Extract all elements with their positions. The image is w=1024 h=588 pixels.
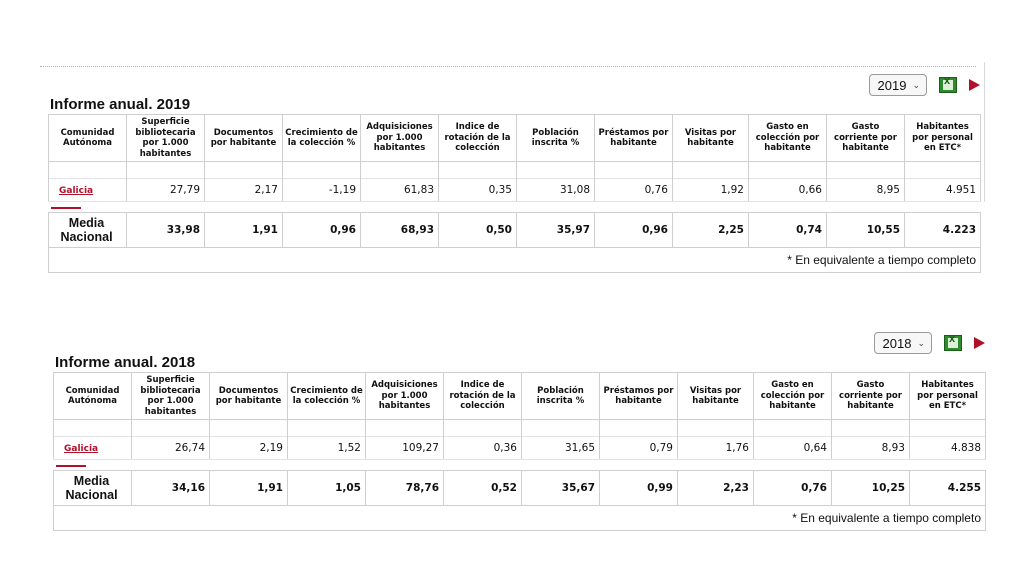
value-cell: 4.838: [910, 437, 986, 460]
column-header: Superficie bibliotecaria por 1.000 habitantes: [132, 373, 210, 420]
chevron-down-icon: ⌄: [912, 79, 920, 90]
value-cell: 27,79: [127, 179, 205, 202]
national-average-label: Media Nacional: [49, 213, 127, 248]
column-header: Gasto corriente por habitante: [832, 373, 910, 420]
value-cell: -1,19: [283, 179, 361, 202]
region-cell: [49, 179, 127, 202]
spacer-row: [54, 460, 986, 471]
average-value-cell: 4.255: [910, 471, 986, 506]
report-title: Informe anual. 2019: [50, 96, 191, 113]
footnote-row: [54, 506, 986, 531]
column-header: Adquisiciones por 1.000 habitantes: [366, 373, 444, 420]
column-header: Indice de rotación de la colección: [439, 115, 517, 162]
column-header: Visitas por habitante: [673, 115, 749, 162]
value-cell: 0,76: [595, 179, 673, 202]
average-value-cell: 34,16: [132, 471, 210, 506]
report-table: [48, 114, 981, 273]
average-value-cell: 0,96: [595, 213, 673, 248]
value-cell: 31,65: [522, 437, 600, 460]
column-header: Gasto en colección por habitante: [749, 115, 827, 162]
value-cell: 2,17: [205, 179, 283, 202]
report-controls: [874, 332, 985, 354]
column-header: Comunidad Autónoma: [54, 373, 132, 420]
dotted-separator: [40, 66, 976, 67]
column-header: Préstamos por habitante: [595, 115, 673, 162]
play-arrow-icon[interactable]: [974, 337, 985, 349]
excel-icon[interactable]: [939, 77, 957, 93]
footnote: * En equivalente a tiempo completo: [54, 506, 986, 531]
average-value-cell: 68,93: [361, 213, 439, 248]
column-header: Visitas por habitante: [678, 373, 754, 420]
value-cell: 26,74: [132, 437, 210, 460]
region-cell: [54, 437, 132, 460]
report-table: [53, 372, 986, 531]
national-average-label: Media Nacional: [54, 471, 132, 506]
column-header: Gasto corriente por habitante: [827, 115, 905, 162]
column-header: Indice de rotación de la colección: [444, 373, 522, 420]
average-value-cell: 33,98: [127, 213, 205, 248]
play-arrow-icon[interactable]: [969, 79, 980, 91]
year-select[interactable]: [874, 332, 932, 354]
average-value-cell: 10,55: [827, 213, 905, 248]
value-cell: 109,27: [366, 437, 444, 460]
average-value-cell: 35,67: [522, 471, 600, 506]
value-cell: 31,08: [517, 179, 595, 202]
report-controls: [869, 74, 980, 96]
footnote-row: [49, 248, 981, 273]
average-value-cell: 0,52: [444, 471, 522, 506]
average-value-cell: 0,96: [283, 213, 361, 248]
year-select-value: 2019: [877, 77, 907, 93]
chevron-down-icon: ⌄: [917, 337, 925, 348]
average-value-cell: 0,76: [754, 471, 832, 506]
column-header: Documentos por habitante: [210, 373, 288, 420]
value-cell: 61,83: [361, 179, 439, 202]
column-header: Población inscrita %: [517, 115, 595, 162]
value-cell: 0,64: [754, 437, 832, 460]
value-cell: 4.951: [905, 179, 981, 202]
value-cell: 0,35: [439, 179, 517, 202]
value-cell: 1,52: [288, 437, 366, 460]
table-row: [54, 437, 986, 460]
table-header-row: [49, 115, 981, 162]
vertical-divider: [984, 62, 985, 202]
column-header: Documentos por habitante: [205, 115, 283, 162]
column-header: Crecimiento de la colección %: [288, 373, 366, 420]
national-average-row: [54, 471, 986, 506]
report-title: Informe anual. 2018: [55, 354, 196, 371]
column-header: Préstamos por habitante: [600, 373, 678, 420]
value-cell: 1,76: [678, 437, 754, 460]
average-value-cell: 2,25: [673, 213, 749, 248]
column-header: Habitantes por personal en ETC*: [905, 115, 981, 162]
average-value-cell: 10,25: [832, 471, 910, 506]
value-cell: 1,92: [673, 179, 749, 202]
national-average-row: [49, 213, 981, 248]
value-cell: 8,95: [827, 179, 905, 202]
spacer-row: [49, 202, 981, 213]
average-value-cell: 2,23: [678, 471, 754, 506]
column-header: Superficie bibliotecaria por 1.000 habitantes: [127, 115, 205, 162]
spacer-row: [54, 420, 986, 437]
table-row: [49, 179, 981, 202]
year-select-value: 2018: [882, 335, 912, 351]
average-value-cell: 0,74: [749, 213, 827, 248]
column-header: Crecimiento de la colección %: [283, 115, 361, 162]
average-value-cell: 1,91: [210, 471, 288, 506]
excel-icon[interactable]: [944, 335, 962, 351]
average-value-cell: 35,97: [517, 213, 595, 248]
average-value-cell: 1,05: [288, 471, 366, 506]
column-header: Población inscrita %: [522, 373, 600, 420]
average-value-cell: 78,76: [366, 471, 444, 506]
average-value-cell: 0,50: [439, 213, 517, 248]
value-cell: 8,93: [832, 437, 910, 460]
value-cell: 0,79: [600, 437, 678, 460]
spacer-row: [49, 162, 981, 179]
table-header-row: [54, 373, 986, 420]
column-header: Gasto en colección por habitante: [754, 373, 832, 420]
column-header: Adquisiciones por 1.000 habitantes: [361, 115, 439, 162]
year-select[interactable]: [869, 74, 927, 96]
region-link[interactable]: Galicia: [64, 444, 99, 454]
value-cell: 0,66: [749, 179, 827, 202]
value-cell: 2,19: [210, 437, 288, 460]
value-cell: 0,36: [444, 437, 522, 460]
average-value-cell: 1,91: [205, 213, 283, 248]
column-header: Habitantes por personal en ETC*: [910, 373, 986, 420]
average-value-cell: 0,99: [600, 471, 678, 506]
column-header: Comunidad Autónoma: [49, 115, 127, 162]
average-value-cell: 4.223: [905, 213, 981, 248]
footnote: * En equivalente a tiempo completo: [49, 248, 981, 273]
region-link[interactable]: Galicia: [59, 186, 94, 196]
